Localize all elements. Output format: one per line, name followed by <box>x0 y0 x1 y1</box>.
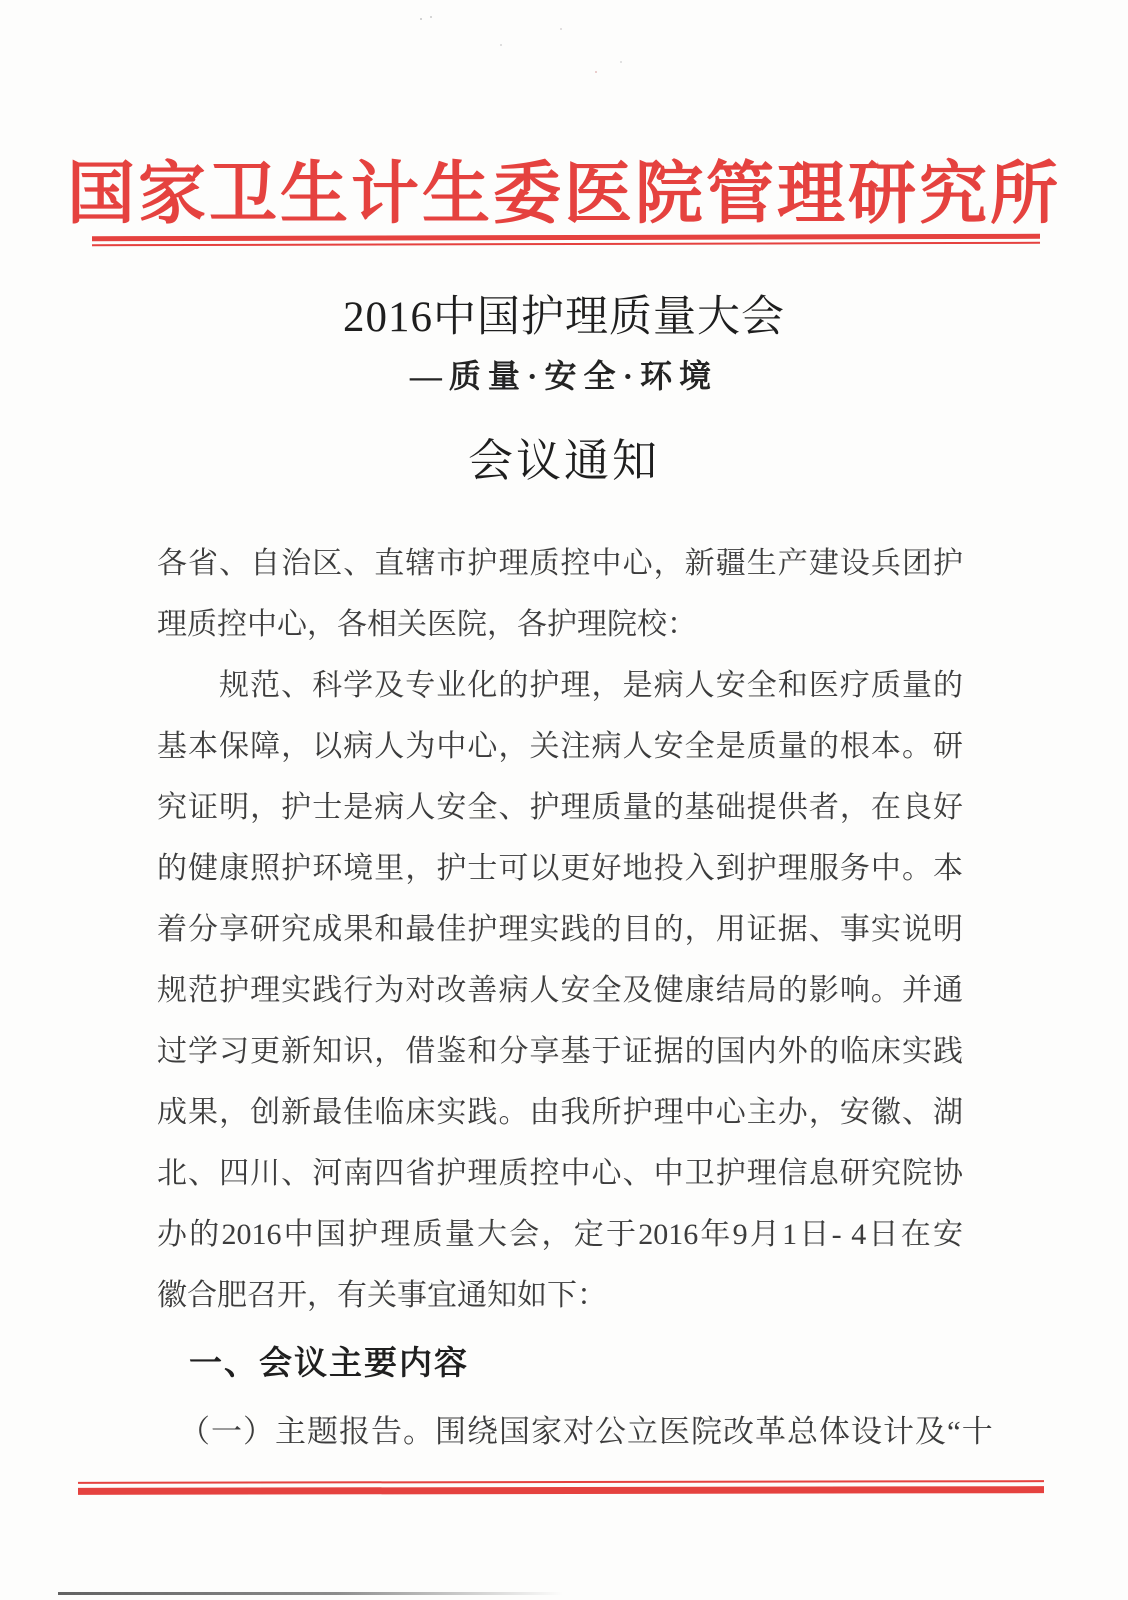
body-line: 规范护理实践行为对改善病人安全及健康结局的影响。并通 <box>157 974 963 1007</box>
scan-artifact-line <box>58 1592 563 1595</box>
scan-artifact-specks <box>430 16 432 18</box>
body-line: 的健康照护环境里，护士可以更好地投入到护理服务中。本 <box>157 852 963 885</box>
body-line: 北、四川、河南四省护理质控中心、中卫护理信息研究院协 <box>157 1157 963 1190</box>
body-text <box>157 533 963 1326</box>
body-line: 办的2016中国护理质量大会，定于2016年9月1日- 4日在安 <box>157 1218 963 1251</box>
section-item-line: （一）主题报告。围绕国家对公立医院改革总体设计及“十 <box>179 1414 994 1449</box>
body-line: 徽合肥召开，有关事宜通知如下： <box>157 1279 607 1312</box>
body-line: 究证明，护士是病人安全、护理质量的基础提供者，在良好 <box>157 791 963 824</box>
letterhead-rule <box>92 234 1040 246</box>
conference-subtitle: —质量·安全·环境 <box>409 358 719 394</box>
conference-title: 2016中国护理质量大会 <box>343 294 785 341</box>
letterhead-title: 国家卫生计生委医院管理研究所 <box>66 156 1061 232</box>
rule-thick-bar <box>78 1486 1044 1495</box>
body-line: 成果，创新最佳临床实践。由我所护理中心主办，安徽、湖 <box>157 1096 963 1129</box>
body-line: 各省、自治区、直辖市护理质控中心，新疆生产建设兵团护 <box>157 547 963 580</box>
section-heading: 一、会议主要内容 <box>189 1344 469 1381</box>
body-line: 理质控中心，各相关医院，各护理院校： <box>157 608 697 641</box>
body-line: 基本保障，以病人为中心，关注病人安全是质量的根本。研 <box>157 730 963 763</box>
doc-type-title: 会议通知 <box>467 436 660 486</box>
body-line: 规范、科学及专业化的护理，是病人安全和医疗质量的 <box>219 669 963 702</box>
footer-rule <box>78 1480 1044 1495</box>
body-line: 过学习更新知识，借鉴和分享基于证据的国内外的临床实践 <box>157 1035 963 1068</box>
body-line: 着分享研究成果和最佳护理实践的目的，用证据、事实说明 <box>157 913 963 946</box>
